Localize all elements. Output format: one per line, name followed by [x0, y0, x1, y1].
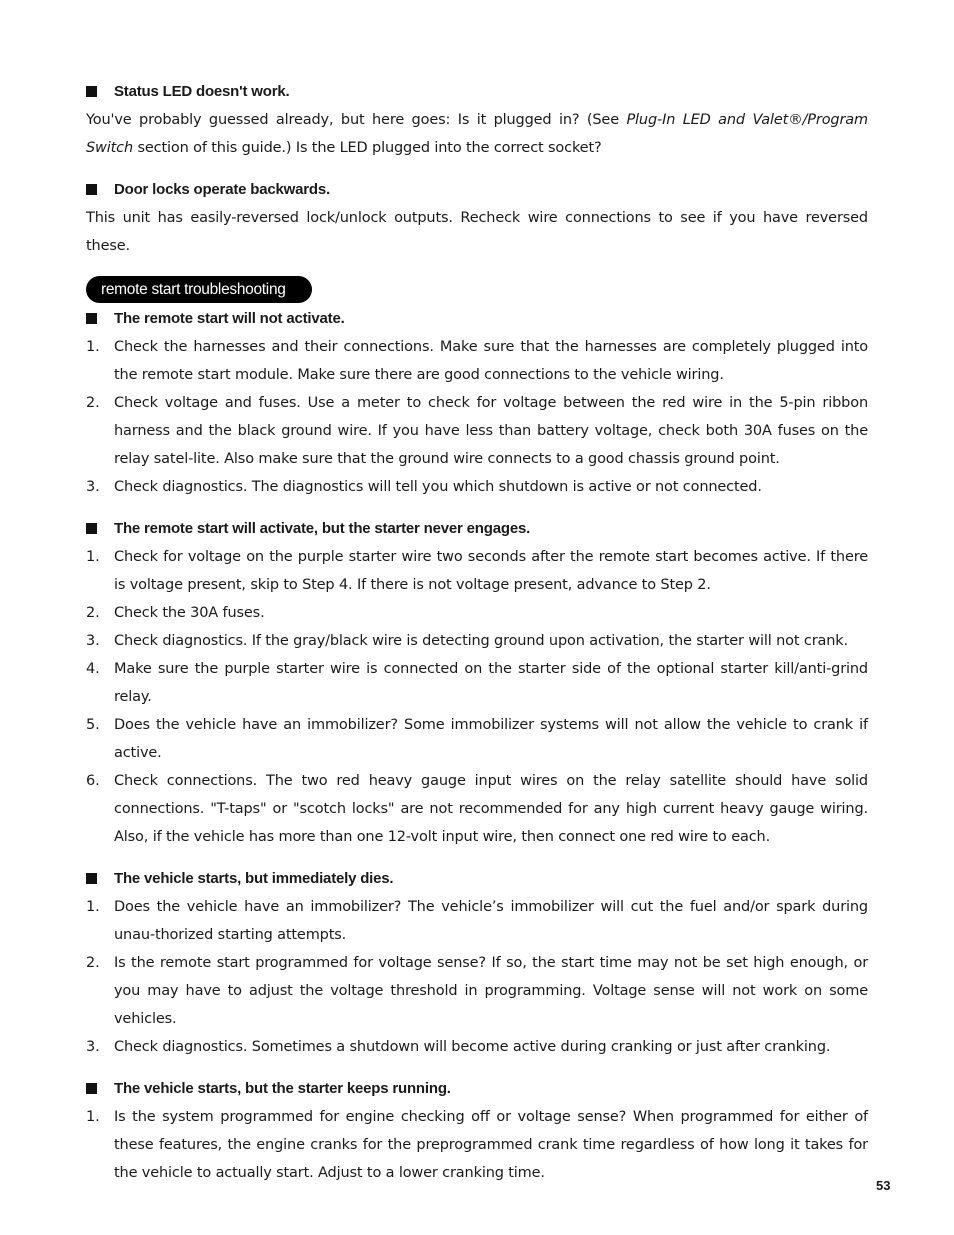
paragraph-italic-reference: Plug-In LED and Valet®/Program Switch [86, 112, 868, 156]
section-heading-will-not-activate [86, 305, 868, 333]
bullet-square-icon [86, 86, 97, 97]
heading-text: Door locks operate backwards. [114, 181, 330, 198]
list-item [86, 893, 868, 949]
list-number: 2. [86, 395, 100, 411]
list-item [86, 389, 868, 473]
list-number: 1. [86, 549, 100, 565]
section-banner: remote start troubleshooting [86, 276, 312, 303]
status-led-paragraph [86, 106, 868, 162]
list-text: Check connections. The two red heavy gauge input wires on the relay satellite should have solid connections. "T-taps" or "scotch locks" are not recommended for any high current heavy gauge wiring. Also, if the vehicle has more than one 12-volt input wire, then connect one red wire to each. [114, 773, 868, 845]
list-item [86, 473, 868, 501]
page-content [86, 78, 868, 1187]
list-number: 3. [86, 633, 100, 649]
list-number: 5. [86, 717, 100, 733]
list-item [86, 627, 868, 655]
list-text: Is the remote start programmed for voltage sense? If so, the start time may not be set high enough, or you may have to adjust the voltage threshold in programming. Voltage sense will not work on some vehicles. [114, 955, 868, 1027]
list-number: 4. [86, 661, 100, 677]
list-number: 3. [86, 1039, 100, 1055]
list-item [86, 1103, 868, 1187]
heading-text: The remote start will activate, but the starter never engages. [114, 520, 531, 537]
list-item [86, 655, 868, 711]
section-heading-status-led [86, 78, 868, 106]
list-text: Check the 30A fuses. [114, 605, 265, 621]
list-text: Check diagnostics. The diagnostics will tell you which shutdown is active or not connected. [114, 479, 762, 495]
list-number: 2. [86, 955, 100, 971]
list-item [86, 599, 868, 627]
list-text: Does the vehicle have an immobilizer? Some immobilizer systems will not allow the vehicle to crank if active. [114, 717, 868, 761]
list-item [86, 1033, 868, 1061]
bullet-square-icon [86, 523, 97, 534]
paragraph-text: You've probably guessed already, but here goes: Is it plugged in? (See [86, 112, 627, 128]
page-number: 53 [876, 1178, 891, 1193]
list-item [86, 949, 868, 1033]
list-text: Check diagnostics. Sometimes a shutdown will become active during cranking or just after cranking. [114, 1039, 831, 1055]
door-locks-paragraph: This unit has easily-reversed lock/unlock outputs. Recheck wire connections to see if you have reversed these. [86, 210, 868, 254]
list-number: 3. [86, 479, 100, 495]
heading-text: The vehicle starts, but the starter keeps running. [114, 1080, 451, 1097]
section-heading-starts-then-dies [86, 865, 868, 893]
will-not-activate-list [86, 333, 868, 501]
starts-then-dies-list [86, 893, 868, 1061]
heading-text: Status LED doesn't work. [114, 83, 290, 100]
list-number: 2. [86, 605, 100, 621]
list-text: Check for voltage on the purple starter wire two seconds after the remote start becomes active. If there is voltage present, skip to Step 4. If there is not voltage present, advance to Step 2. [114, 549, 868, 593]
section-heading-starter-keeps-running [86, 1075, 868, 1103]
list-number: 1. [86, 1109, 100, 1125]
heading-text: The vehicle starts, but immediately dies. [114, 870, 394, 887]
bullet-square-icon [86, 873, 97, 884]
list-item [86, 767, 868, 851]
banner-row [86, 276, 868, 303]
starter-never-engages-list [86, 543, 868, 851]
list-number: 1. [86, 899, 100, 915]
bullet-square-icon [86, 313, 97, 324]
list-item [86, 333, 868, 389]
starter-keeps-running-list [86, 1103, 868, 1187]
heading-text: The remote start will not activate. [114, 310, 345, 327]
list-text: Check diagnostics. If the gray/black wire is detecting ground upon activation, the starter will not crank. [114, 633, 848, 649]
section-heading-door-locks [86, 176, 868, 204]
bullet-square-icon [86, 1083, 97, 1094]
list-item [86, 711, 868, 767]
list-number: 6. [86, 773, 100, 789]
section-heading-starter-never-engages [86, 515, 868, 543]
paragraph-text: section of this guide.) Is the LED plugged into the correct socket? [133, 140, 602, 156]
bullet-square-icon [86, 184, 97, 195]
list-text: Does the vehicle have an immobilizer? The vehicle’s immobilizer will cut the fuel and/or spark during unau-thorized starting attempts. [114, 899, 868, 943]
list-text: Check the harnesses and their connections. Make sure that the harnesses are completely plugged into the remote start module. Make sure there are good connections to the vehicle wiring. [114, 339, 868, 383]
list-text: Is the system programmed for engine checking off or voltage sense? When programmed for either of these features, the engine cranks for the preprogrammed crank time regardless of how long it takes for the vehicle to actually start. Adjust to a lower cranking time. [114, 1109, 868, 1181]
list-text: Check voltage and fuses. Use a meter to check for voltage between the red wire in the 5-pin ribbon harness and the black ground wire. If you have less than battery voltage, check both 30A fuses on the relay satel-lite. Also make sure that the ground wire connects to a good chassis ground point. [114, 395, 868, 467]
list-number: 1. [86, 339, 100, 355]
list-item [86, 543, 868, 599]
list-text: Make sure the purple starter wire is connected on the starter side of the optional starter kill/anti-grind relay. [114, 661, 868, 705]
